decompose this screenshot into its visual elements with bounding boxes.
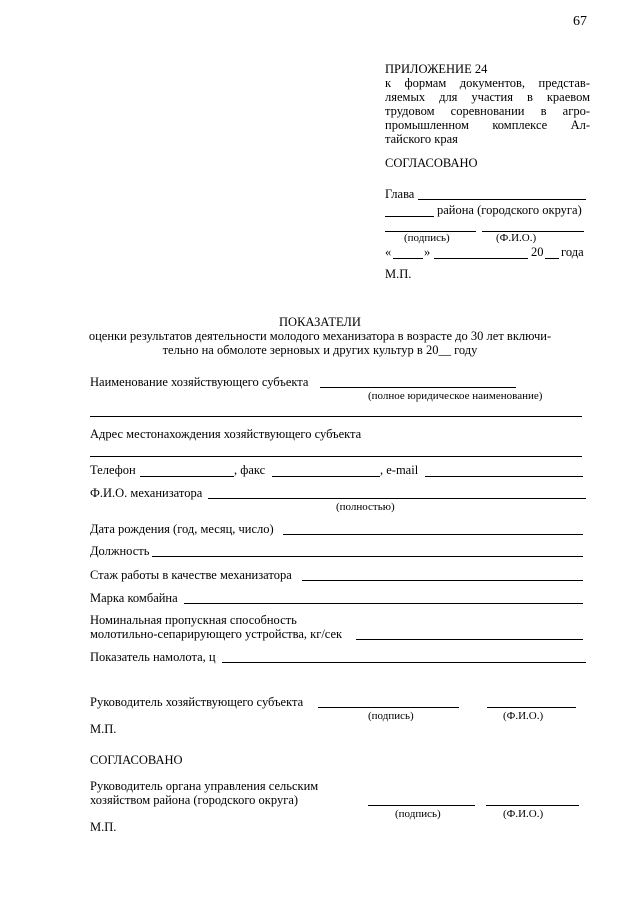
approval-bottom-stamp: М.П. [90, 820, 117, 834]
approval-top-month-line[interactable] [434, 258, 528, 259]
approval-top-signature-caption: (подпись) [404, 232, 450, 244]
approval-top-day-line[interactable] [393, 258, 423, 259]
approval-top-heading: СОГЛАСОВАНО [385, 156, 478, 170]
approval-bottom-signature-field[interactable] [368, 805, 475, 806]
birth-field[interactable] [283, 534, 583, 535]
capacity-label-2: молотильно-сепарирующего устройства, кг/сек [90, 627, 343, 641]
birth-label: Дата рождения (год, месяц, число) [90, 522, 274, 536]
capacity-field[interactable] [356, 639, 583, 640]
approval-top-head-label: Глава [385, 187, 415, 201]
approval-top-date-close: » [424, 245, 431, 259]
appendix-line-2: ляемых для участия в краевом [385, 90, 590, 104]
appendix-line-3: трудовом соревновании в агро- [385, 104, 590, 118]
entity-name-caption: (полное юридическое наименование) [368, 390, 543, 402]
email-field[interactable] [425, 476, 583, 477]
address-label: Адрес местонахождения хозяйствующего субъекта [90, 427, 362, 441]
approval-top-district-line[interactable] [385, 216, 434, 217]
approval-top-district-label: района (городского округа) [437, 203, 582, 217]
fio-caption: (полностью) [336, 501, 395, 513]
entity-name-field[interactable] [320, 387, 516, 388]
phone-field[interactable] [140, 476, 234, 477]
page-number: 67 [573, 14, 587, 29]
fax-field[interactable] [272, 476, 380, 477]
approval-bottom-signature-caption: (подпись) [395, 808, 441, 820]
address-field[interactable] [90, 456, 582, 457]
approval-top-fio-caption: (Ф.И.О.) [496, 232, 537, 244]
document-title: ПОКАЗАТЕЛИ [279, 315, 361, 329]
position-label: Должность [90, 544, 150, 558]
head-signature-field[interactable] [318, 707, 459, 708]
document-subtitle-line-2: тельно на обмолоте зерновых и других культур в 20__ году [162, 343, 478, 357]
approval-bottom-head-label-1: Руководитель органа управления сельским [90, 779, 319, 793]
entity-name-label: Наименование хозяйствующего субъекта [90, 375, 309, 389]
appendix-line-4: промышленном комплексе Ал- [385, 118, 590, 132]
approval-top-date-open: « [385, 245, 392, 259]
combine-label: Марка комбайна [90, 591, 178, 605]
head-signature-caption: (подпись) [368, 710, 414, 722]
fio-field[interactable] [208, 498, 586, 499]
fio-label: Ф.И.О. механизатора [90, 486, 203, 500]
head-fio-caption: (Ф.И.О.) [503, 710, 544, 722]
phone-label: Телефон [90, 463, 136, 477]
approval-bottom-head-label-2: хозяйством района (городского округа) [90, 793, 299, 807]
approval-top-head-line[interactable] [418, 199, 586, 200]
approval-bottom-fio-caption: (Ф.И.О.) [503, 808, 544, 820]
head-label: Руководитель хозяйствующего субъекта [90, 695, 304, 709]
approval-bottom-fio-field[interactable] [486, 805, 579, 806]
entity-name-field-2[interactable] [90, 416, 582, 417]
appendix-line-5: тайского края [385, 132, 458, 146]
approval-top-year-line[interactable] [545, 258, 559, 259]
fax-label: , факс [234, 463, 266, 477]
appendix-title: ПРИЛОЖЕНИЕ 24 [385, 62, 488, 76]
approval-top-year-prefix: 20 [531, 245, 544, 259]
approval-top-stamp: М.П. [385, 267, 412, 281]
approval-top-year-suffix: года [561, 245, 584, 259]
appendix-line-1: к формам документов, представ- [385, 76, 590, 90]
threshing-field[interactable] [222, 662, 586, 663]
capacity-label-1: Номинальная пропускная способность [90, 613, 297, 627]
experience-label: Стаж работы в качестве механизатора [90, 568, 292, 582]
head-fio-field[interactable] [487, 707, 576, 708]
position-field[interactable] [152, 556, 583, 557]
threshing-label: Показатель намолота, ц [90, 650, 216, 664]
head-stamp: М.П. [90, 722, 117, 736]
combine-field[interactable] [184, 603, 583, 604]
approval-bottom-heading: СОГЛАСОВАНО [90, 753, 183, 767]
experience-field[interactable] [302, 580, 583, 581]
document-subtitle-line-1: оценки результатов деятельности молодого механизатора в возрасте до 30 лет включи- [88, 329, 552, 343]
email-label: , e-mail [380, 463, 419, 477]
